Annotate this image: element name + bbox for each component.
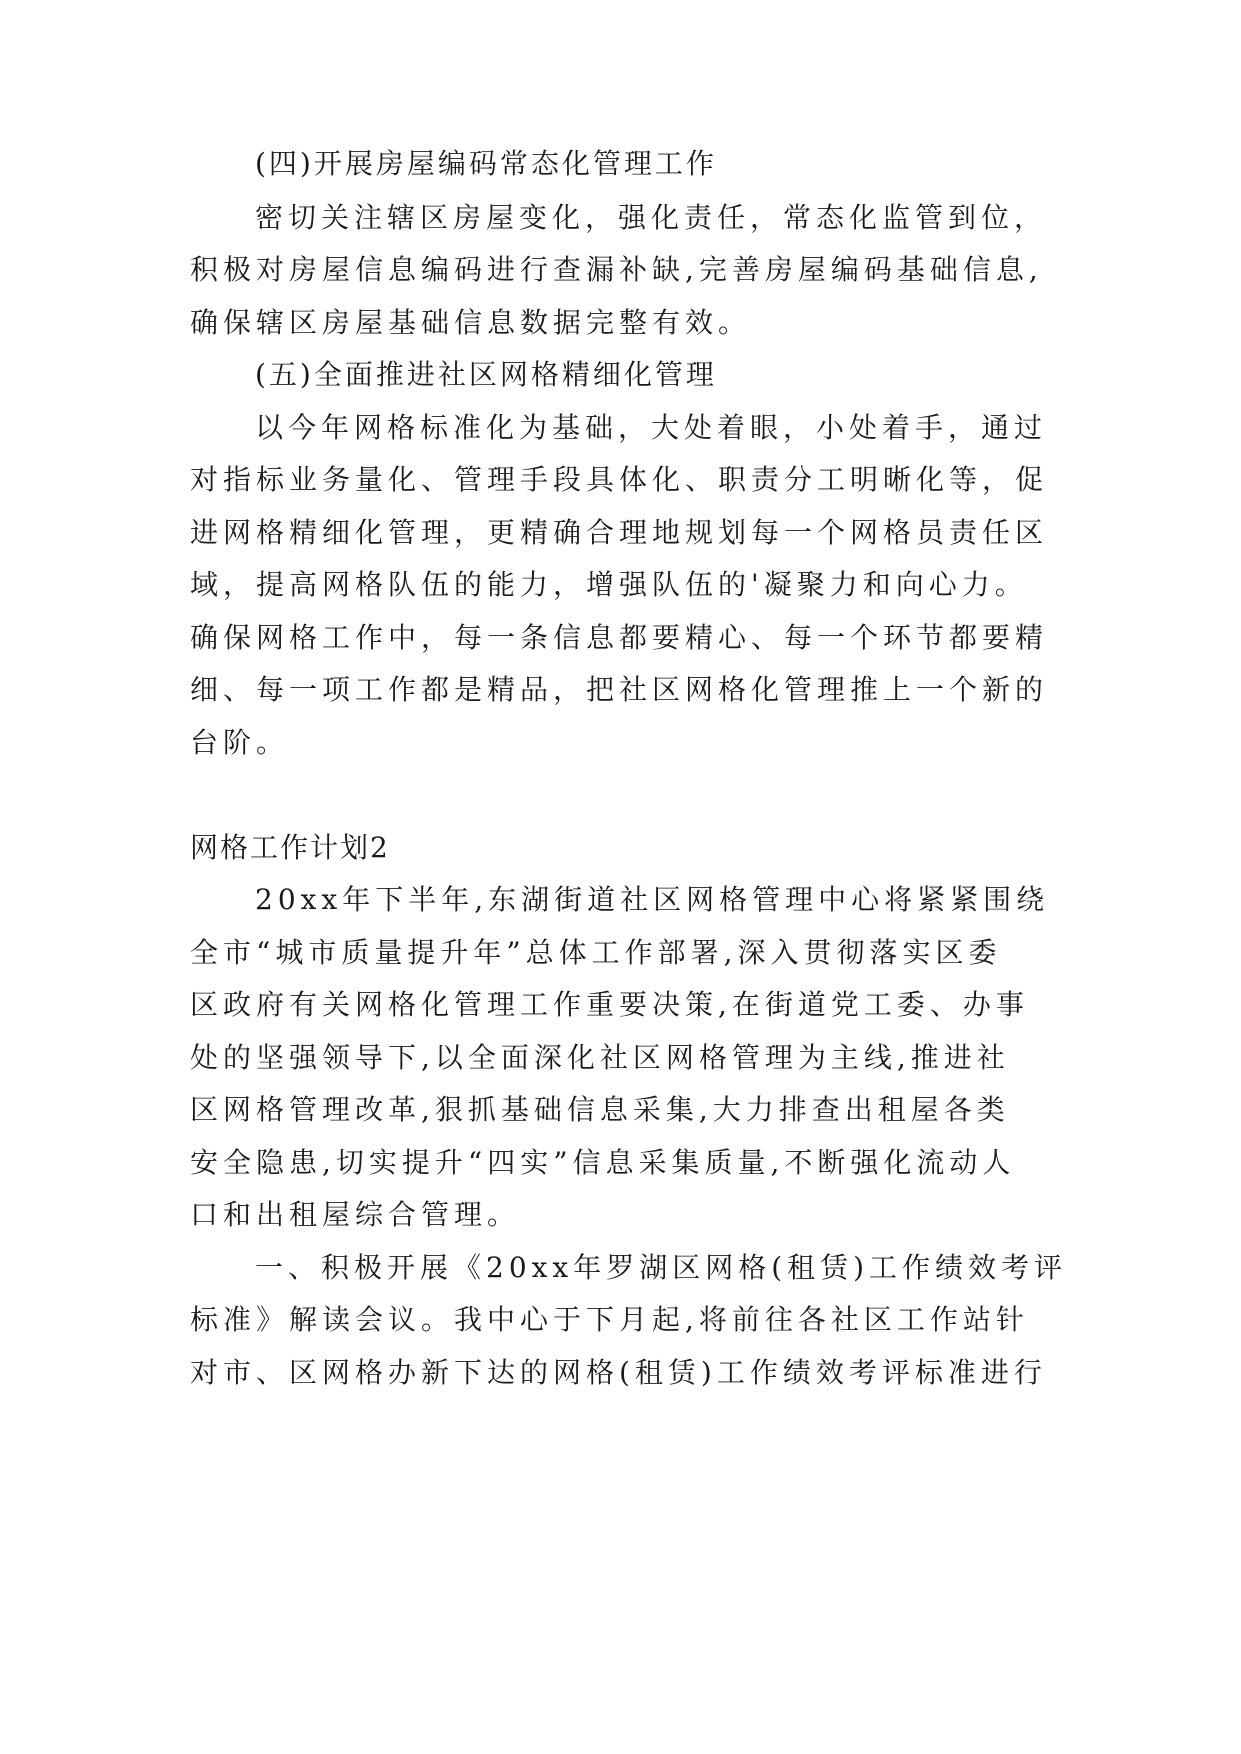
paragraph-line: 细、每一项工作都是精品，把社区网格化管理推上一个新的: [190, 673, 1049, 706]
paragraph-line: 台阶。: [190, 726, 290, 759]
paragraph-line: 处的坚强领导下,以全面深化社区网格管理为主线,推进社: [190, 1041, 1010, 1074]
paragraph-line: 安全隐患,切实提升“四实”信息采集质量,不断强化流动人: [190, 1146, 1016, 1179]
plan-title: 网格工作计划2: [190, 831, 390, 864]
paragraph-line: 口和出租屋综合管理。: [190, 1198, 521, 1231]
section-heading: (五)全面推进社区网格精细化管理: [255, 358, 717, 391]
paragraph-line: 区政府有关网格化管理工作重要决策,在街道党工委、办事: [190, 988, 1029, 1021]
paragraph-line: 确保网格工作中，每一条信息都要精心、每一个环节都要精: [190, 621, 1049, 654]
paragraph-line: 对指标业务量化、管理手段具体化、职责分工明晰化等，促: [190, 463, 1049, 496]
paragraph-line: 标准》解读会议。我中心于下月起,将前往各社区工作站针: [190, 1303, 1029, 1336]
paragraph-line: 密切关注辖区房屋变化，强化责任，常态化监管到位，: [255, 201, 1048, 234]
paragraph-line: 全市“城市质量提升年”总体工作部署,深入贯彻落实区委: [190, 936, 1002, 969]
paragraph-line: 域，提高网格队伍的能力，增强队伍的'凝聚力和向心力。: [190, 568, 1028, 601]
paragraph-line: 确保辖区房屋基础信息数据完整有效。: [190, 306, 752, 339]
paragraph-line: 以今年网格标准化为基础，大处着眼，小处着手，通过: [255, 411, 1048, 444]
paragraph-line: 进网格精细化管理，更精确合理地规划每一个网格员责任区: [190, 516, 1049, 549]
section-heading: (四)开展房屋编码常态化管理工作: [255, 147, 717, 180]
paragraph-line: 20xx年下半年,东湖街道社区网格管理中心将紧紧围绕: [255, 883, 1050, 916]
paragraph-line: 区网格管理改革,狠抓基础信息采集,大力排查出租屋各类: [190, 1093, 1010, 1126]
paragraph-line: 积极对房屋信息编码进行查漏补缺,完善房屋编码基础信息,: [190, 253, 1043, 286]
paragraph-line: 一、积极开展《20xx年罗湖区网格(租赁)工作绩效考评: [255, 1251, 1068, 1284]
paragraph-line: 对市、区网格办新下达的网格(租赁)工作绩效考评标准进行: [190, 1356, 1047, 1389]
